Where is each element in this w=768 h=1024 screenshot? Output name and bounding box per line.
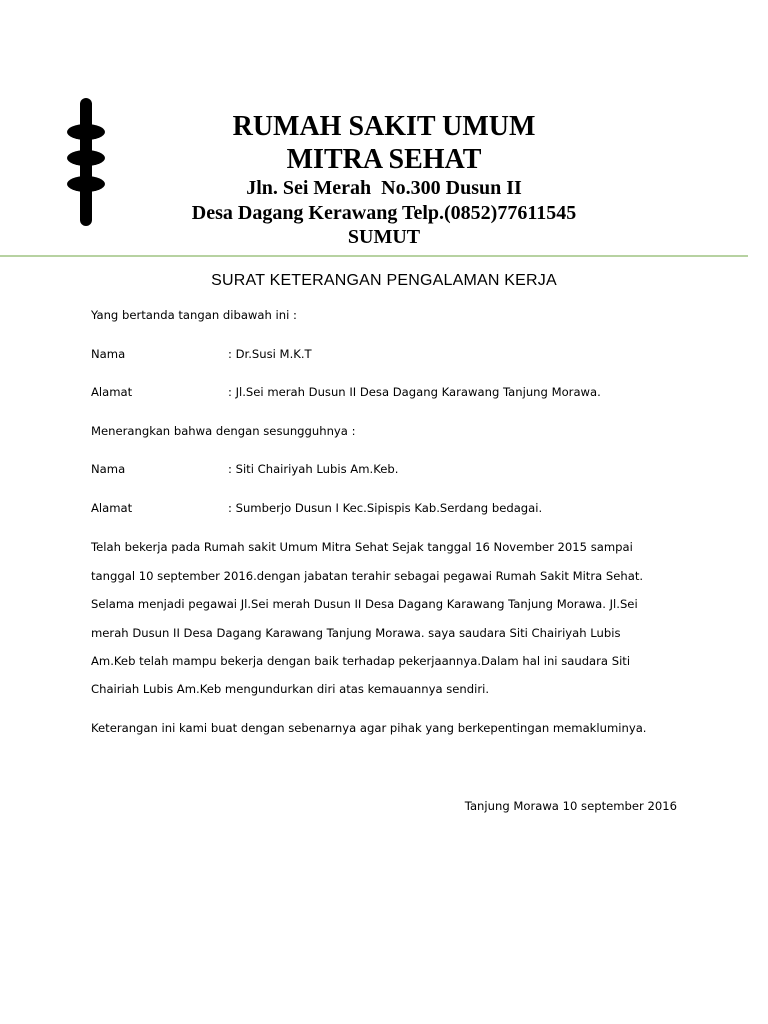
hospital-name-line1: RUMAH SAKIT UMUM <box>232 111 536 142</box>
subject-address-value: : Sumberjo Dusun I Kec.Sipispis Kab.Serdang bedagai. <box>228 501 543 515</box>
subject-address-label: Alamat <box>91 501 133 515</box>
body-line: Telah bekerja pada Rumah sakit Umum Mitra Sehat Sejak tanggal 16 November 2015 sampai <box>91 540 633 554</box>
hospital-address-line1: Jln. Sei Merah No.300 Dusun II <box>246 177 522 199</box>
hospital-region: SUMUT <box>347 226 421 248</box>
body-line: tanggal 10 september 2016.dengan jabatan terahir sebagai pegawai Rumah Sakit Mitra Sehat. <box>91 569 644 583</box>
declaration-statement: Menerangkan bahwa dengan sesungguhnya : <box>91 424 356 438</box>
subject-name-label: Nama <box>91 462 126 476</box>
signer-address-value: : Jl.Sei merah Dusun II Desa Dagang Karawang Tanjung Morawa. <box>228 385 601 399</box>
opening-statement: Yang bertanda tangan dibawah ini : <box>91 308 297 322</box>
subject-name-value: : Siti Chairiyah Lubis Am.Keb. <box>228 462 399 476</box>
body-line: Chairiah Lubis Am.Keb mengundurkan diri atas kemauannya sendiri. <box>91 682 490 696</box>
hospital-name-line2: MITRA SEHAT <box>286 144 482 175</box>
document-title: SURAT KETERANGAN PENGALAMAN KERJA <box>211 272 557 289</box>
hospital-address-line2: Desa Dagang Kerawang Telp.(0852)77611545 <box>191 202 577 224</box>
signer-name-value: : Dr.Susi M.K.T <box>228 347 312 361</box>
letterhead-divider <box>0 255 748 257</box>
body-line: Selama menjadi pegawai Jl.Sei merah Dusun II Desa Dagang Karawang Tanjung Morawa. Jl.Sei <box>91 597 638 611</box>
body-line: merah Dusun II Desa Dagang Karawang Tanjung Morawa. saya saudara Siti Chairiyah Lubis <box>91 626 621 640</box>
signer-address-label: Alamat <box>91 385 133 399</box>
signer-name-label: Nama <box>91 347 126 361</box>
closing-statement: Keterangan ini kami buat dengan sebenarnya agar pihak yang berkepentingan memakluminya. <box>91 721 647 735</box>
place-and-date: Tanjung Morawa 10 september 2016 <box>464 799 677 813</box>
body-line: Am.Keb telah mampu bekerja dengan baik terhadap pekerjaannya.Dalam hal ini saudara Siti <box>91 654 631 668</box>
